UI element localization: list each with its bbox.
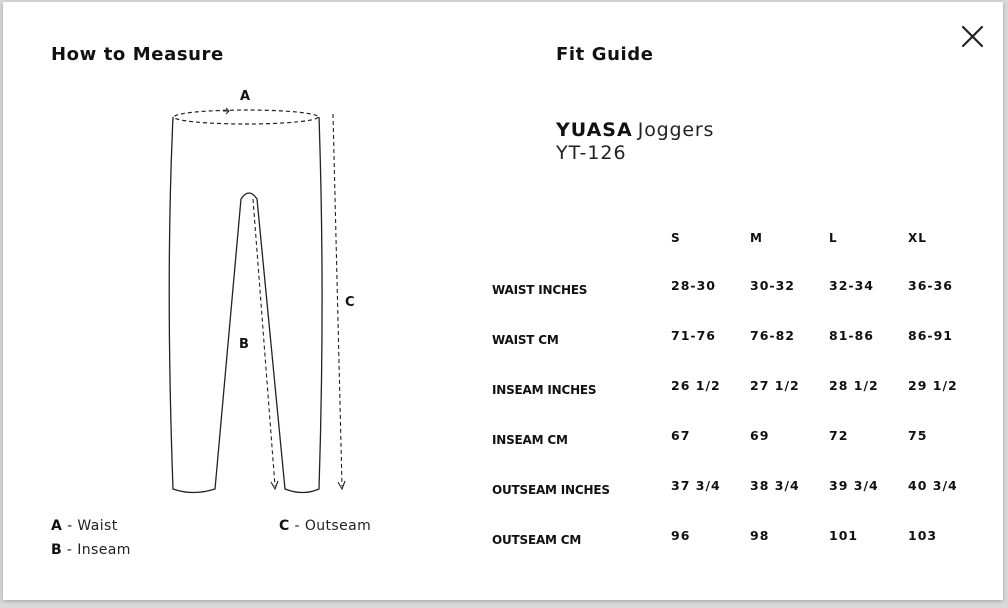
table-cell: 86-91 xyxy=(908,328,953,343)
trousers-diagram xyxy=(153,84,373,504)
table-cell: 96 xyxy=(671,528,691,543)
legend-outseam xyxy=(279,518,371,534)
table-cell: 36-36 xyxy=(908,278,953,293)
legend-text: - Outseam xyxy=(289,518,372,534)
row-label: OUTSEAM CM xyxy=(492,533,582,547)
size-header-xl: XL xyxy=(908,231,927,245)
inseam-line xyxy=(253,199,275,486)
product-brand: YUASA xyxy=(556,119,633,141)
waist-outline xyxy=(174,110,318,124)
table-cell: 101 xyxy=(829,528,859,543)
legend-key: C xyxy=(279,518,290,534)
diagram-label-c: C xyxy=(345,295,355,310)
table-cell: 75 xyxy=(908,428,928,443)
diagram-label-a: A xyxy=(240,89,251,104)
fit-guide-title: Fit Guide xyxy=(556,44,654,65)
table-cell: 28 1/2 xyxy=(829,378,879,393)
table-cell: 27 1/2 xyxy=(750,378,800,393)
table-cell: 32-34 xyxy=(829,278,874,293)
table-cell: 103 xyxy=(908,528,938,543)
legend-waist xyxy=(51,518,118,534)
trouser-outline xyxy=(169,117,322,493)
size-header-s: S xyxy=(671,231,681,245)
product-type: Joggers xyxy=(637,119,715,141)
legend-key: A xyxy=(51,518,63,534)
product-sku: YT-126 xyxy=(556,142,627,164)
table-cell: 81-86 xyxy=(829,328,874,343)
legend-text: - Inseam xyxy=(62,542,131,558)
table-cell: 71-76 xyxy=(671,328,716,343)
row-label: WAIST CM xyxy=(492,333,559,347)
legend-text: - Waist xyxy=(62,518,118,534)
size-header-m: M xyxy=(750,231,763,245)
table-cell: 37 3/4 xyxy=(671,478,721,493)
table-cell: 38 3/4 xyxy=(750,478,800,493)
row-label: WAIST INCHES xyxy=(492,283,588,297)
outseam-line xyxy=(333,114,342,486)
close-button[interactable] xyxy=(958,22,988,52)
how-to-measure-title: How to Measure xyxy=(51,44,224,65)
close-icon xyxy=(958,22,988,52)
legend-inseam xyxy=(51,542,131,558)
size-header-l: L xyxy=(829,231,838,245)
table-cell: 69 xyxy=(750,428,770,443)
table-cell: 67 xyxy=(671,428,691,443)
row-label: INSEAM CM xyxy=(492,433,568,447)
product-name xyxy=(556,119,714,164)
table-cell: 39 3/4 xyxy=(829,478,879,493)
table-cell: 26 1/2 xyxy=(671,378,721,393)
table-cell: 72 xyxy=(829,428,849,443)
row-label: INSEAM INCHES xyxy=(492,383,597,397)
table-cell: 40 3/4 xyxy=(908,478,958,493)
row-label: OUTSEAM INCHES xyxy=(492,483,610,497)
table-cell: 29 1/2 xyxy=(908,378,958,393)
table-cell: 28-30 xyxy=(671,278,716,293)
diagram-label-b: B xyxy=(239,337,249,352)
legend-key: B xyxy=(51,542,63,558)
size-guide-modal xyxy=(3,2,1003,600)
table-cell: 98 xyxy=(750,528,770,543)
table-cell: 76-82 xyxy=(750,328,795,343)
table-cell: 30-32 xyxy=(750,278,795,293)
